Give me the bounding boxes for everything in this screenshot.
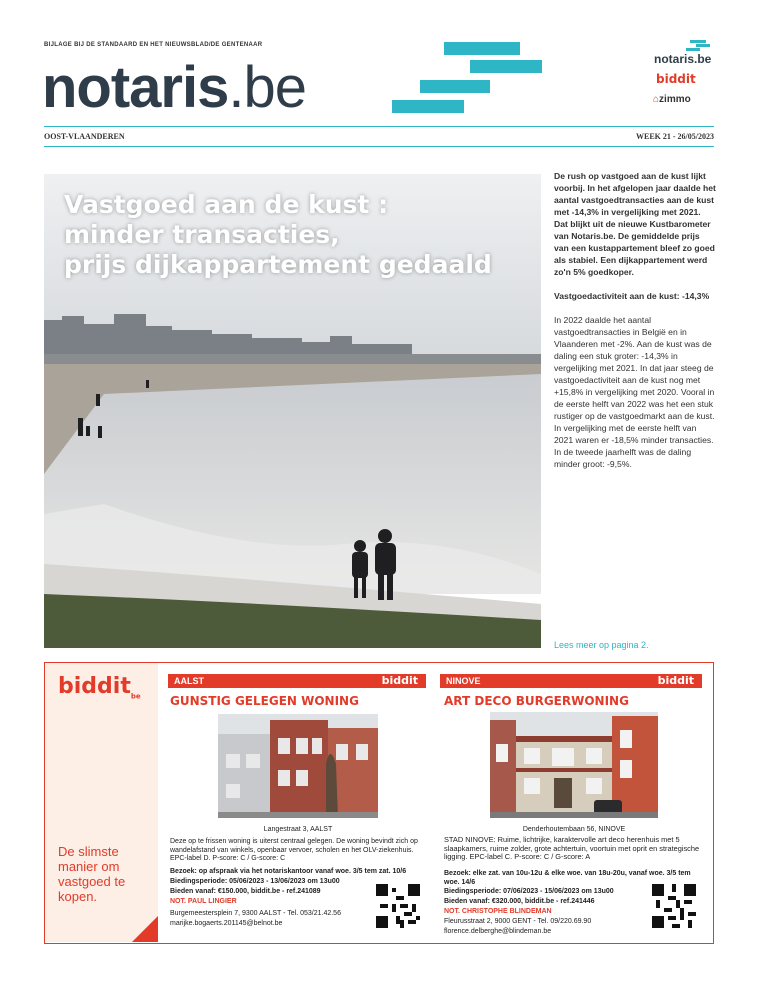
listing-period: Biedingsperiode: 05/06/2023 - 13/06/2023 om 13u00	[170, 878, 340, 885]
listing-city: NINOVE	[446, 676, 481, 686]
listing-bid: Bieden vanaf: €150.000, biddit.be - ref.241089	[170, 888, 321, 895]
biddit-logo: biddit$_{be}$	[58, 674, 141, 701]
listing-email[interactable]: marijke.bogaerts.201145@belnot.be	[170, 920, 283, 927]
listing-period: Biedingsperiode: 07/06/2023 - 15/06/2023 om 13u00	[444, 888, 614, 895]
listing-header-bar	[168, 674, 426, 688]
notaris-logo: notaris.be	[42, 55, 307, 120]
week-label: WEEK 21 - 26/05/2023	[635, 132, 714, 141]
read-more-link[interactable]: Lees meer op pagina 2.	[554, 640, 649, 650]
article-intro: De rush op vastgoed aan de kust lijkt voorbij. In het afgelopen jaar daalde het aantal vastgoedtransacties aan de kust met -14,3% in vergelijking met 2021. Dat blijkt uit de nieuwe Kustbarometer van Notaris.be. De gemiddelde prijs van een kustappartement bleef zo goed als stabiel. Een dijkappartement werd zo'n 5% goedkoper.	[554, 171, 716, 277]
article-subhead: Vastgoedactiviteit aan de kust: -14,3%	[554, 291, 710, 301]
listing-biddit-logo: biddit	[381, 674, 418, 687]
listing-visit: Bezoek: elke zat. van 10u-12u & elke woe. van 18u-20u, vanaf woe. 3/5 tem woe. 14/6	[444, 870, 691, 886]
listing-description: Deze op te frissen woning is uiterst centraal gelegen. De woning bevindt zich op wandelafstand van winkels, openbaar vervoer, scholen en het OLV-ziekenhuis. EPC-label D. P-score: C / G-score: C	[170, 838, 418, 862]
biddit-slogan: De slimste manier om vastgoed te kopen.	[58, 844, 126, 904]
supplement-line: BIJLAGE BIJ DE STANDAARD EN HET NIEUWSBLAD/DE GENTENAAR	[44, 42, 263, 48]
listing-description: STAD NINOVE: Ruime, lichtrijke, karaktervolle art deco herenhuis met 5 slaapkamers, ruime zolder, grote achtertuin, voortuin met oprit en strategische ligging. EPC-label C. P-score: C / G-score: A	[444, 835, 700, 861]
qr-code-icon[interactable]	[652, 884, 696, 928]
partner-zimmo-logo: ⌂zimmo	[653, 94, 691, 105]
listing-address: Burgemeestersplein 7, 9300 AALST - Tel. 053/21.42.56	[170, 910, 341, 917]
listing-notary: NOT. PAUL LINGIER	[170, 898, 237, 905]
article-headline: Vastgoed aan de kust : minder transacties, prijs dijkappartement gedaald	[64, 190, 492, 279]
listing-photo	[490, 712, 658, 818]
listing-bid: Bieden vanaf: €320.000, biddit.be - ref.241446	[444, 898, 595, 905]
listing-title: GUNSTIG GELEGEN WONING	[170, 694, 359, 708]
listing-notary: NOT. CHRISTOPHE BLINDEMAN	[444, 908, 552, 915]
corner-accent	[132, 916, 158, 942]
listing-visit: Bezoek: op afspraak via het notariskantoor vanaf woe. 3/5 tem zat. 10/6	[170, 868, 407, 875]
listing-caption: Denderhoutembaan 56, NINOVE	[522, 826, 626, 833]
listing-email[interactable]: florence.delberghe@blindeman.be	[444, 928, 552, 935]
listing-address: Fleurusstraat 2, 9000 GENT - Tel. 09/220.69.90	[444, 918, 592, 925]
sub-rule	[44, 146, 714, 147]
listing-biddit-logo: biddit	[657, 674, 694, 687]
top-rule	[44, 126, 714, 127]
listing-city: AALST	[174, 676, 204, 686]
qr-code-icon[interactable]	[376, 884, 420, 928]
listing-header-bar	[440, 674, 702, 688]
listing-caption: Langestraat 3, AALST	[263, 826, 333, 833]
listing-photo	[218, 714, 378, 818]
article-body: In 2022 daalde het aantal vastgoedtransacties in België en in Vlaanderen met -2%. Aan de kust was de daling een stuk groter: -14,3% in vergelijking met 2021. In dat jaar steeg de vastgoedactiviteit aan de kust nog met +15,8% in vergelijking met 2020. Vooral in de eerste helft van 2022 was het een stuk rustiger op de vastgoedmarkt aan de kust. In vergelijking met de eerste helft van 2021 waren er -18,5% minder transacties. In de tweede jaarhelft was de daling minder groot: -9,5%.	[554, 315, 715, 469]
region-label: OOST-VLAANDEREN	[44, 132, 125, 141]
partner-biddit-logo: biddit	[656, 72, 696, 86]
listing-title: ART DECO BURGERWONING	[444, 694, 629, 708]
house-icon: ⌂	[653, 94, 660, 105]
